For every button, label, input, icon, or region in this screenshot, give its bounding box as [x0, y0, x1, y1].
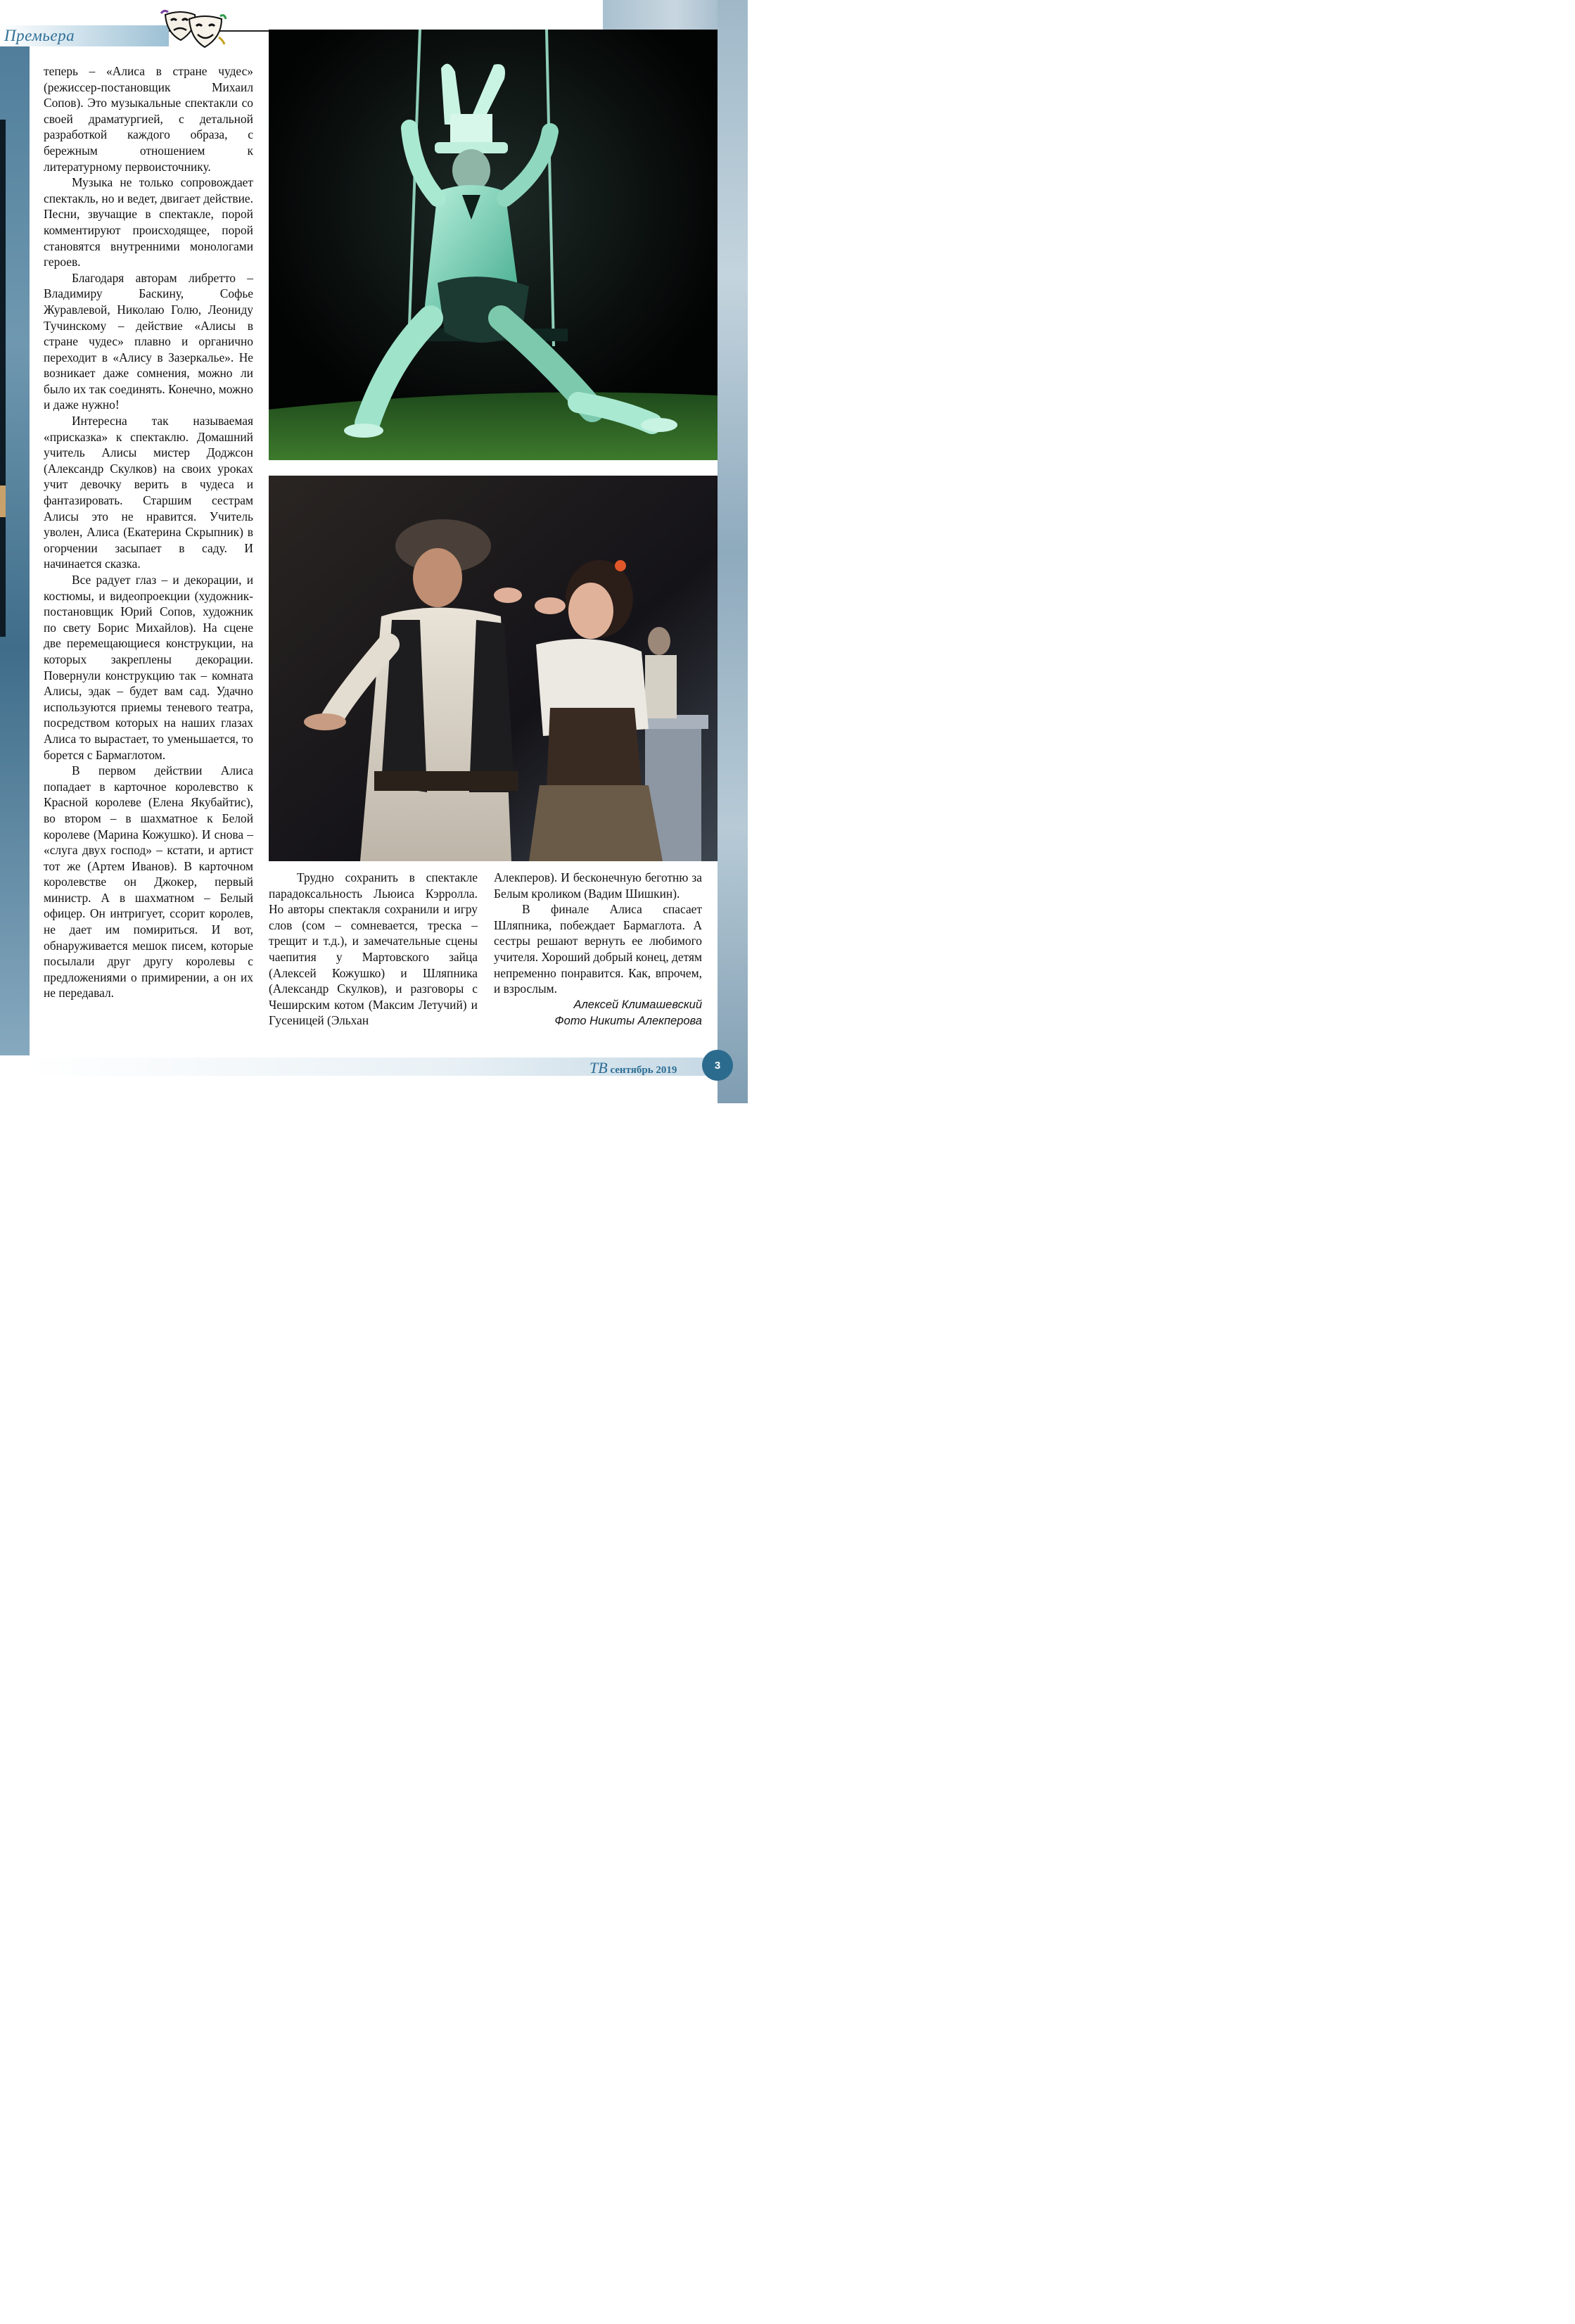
paragraph: Музыка не только сопровождает спектакль, но и ведет, двигает действие. Песни, звучащие в спектакле, порой комментируют происходящее, порой становятся внутренними монологами героев.: [44, 175, 253, 269]
paragraph: Алекперов). И бесконечную беготню за Белым кроликом (Вадим Шишкин).: [494, 870, 702, 901]
photo-white-rabbit: [269, 30, 718, 460]
magazine-logo: ТВ: [589, 1059, 608, 1077]
section-rubric: Премьера: [4, 27, 75, 44]
right-decorative-strip: [718, 0, 748, 1103]
photo-credit: Фото Никиты Алекперова: [554, 1014, 702, 1027]
paragraph: Трудно сохранить в спектакле парадоксальность Льюиса Кэрролла. Но авторы спектакля сохранили и игру слов (сом – сомневается, треска – трещит и т.д.), и замечательные сцены чаепития у Мартовского зайца (Алексей Кожушко) и Шляпника (Александр Скулков), и разговоры с Чеширским котом (Максим Летучий) и Гусеницей (Эльхан: [269, 870, 478, 1028]
left-photo-detail: [0, 485, 6, 517]
article-column-3: [494, 870, 702, 1029]
paragraph: В первом действии Алиса попадает в карточное королевство к Красной королеве (Елена Якубайтис), во втором – в шахматное к Белой королеве (Марина Кожушко). И снова – «слуга двух господ» – кстати, и артист тот же (Артем Иванов). В карточном королевстве он Джокер, первый министр. А в шахматном – Белый офицер. Он интригует, ссорит королев, не дает им помириться. И вот, обнаруживается мешок писем, которые посылали друг другу королевы с предложениями о примирении, а он их не передавал.: [44, 763, 253, 1001]
article-column-1: [44, 63, 253, 1001]
paragraph: Все радует глаз – и декорации, и костюмы, и видеопроекции (художник-постановщик Юрий Сопов, художник по свету Борис Михайлов). На сцене две перемещающиеся конструкции, на которых закреплены декорации. Повернули конструкцию так – комната Алисы, эдак – будет вам сад. Удачно используются приемы теневого театра, посредством которых на наших глазах Алиса то вырастает, то уменьшается, то борется с Бармаглотом.: [44, 573, 253, 762]
paragraph: В финале Алиса спасает Шляпника, побеждает Бармаглота. А сестры решают вернуть ее любимого учителя. Хороший добрый конец, детям непременно понравится. Как, впрочем, и взрослым.: [494, 902, 702, 996]
article-column-2: [269, 870, 478, 1029]
photo-hatter-and-alice: [269, 476, 718, 861]
theatre-masks-icon: [160, 9, 227, 50]
paragraph: теперь – «Алиса в стране чудес» (режиссер-постановщик Михаил Сопов). Это музыкальные спектакли со своей драматургией, с детальной разработкой каждого образа, с бережным отношением к литературному первоисточнику.: [44, 64, 253, 174]
issue-date: сентябрь 2019: [610, 1065, 677, 1076]
paragraph: Благодаря авторам либретто – Владимиру Баскину, Софье Журавлевой, Николаю Голю, Леониду Тучинскому – действие «Алисы в стране чудес» плавно и органично переходит в «Алису в Зазеркалье». Не возникает даже сомнения, можно ли было их так соединять. Конечно, можно и даже нужно!: [44, 270, 253, 412]
footer-issue-line: [589, 1059, 677, 1077]
page-number: 3: [702, 1050, 733, 1081]
paragraph: Интересна так называемая «присказка» к спектаклю. Домашний учитель Алисы мистер Доджсон (Александр Скулков) на своих уроках учит девочку верить в чудеса и фантазировать. Старшим сестрам Алисы это не нравится. Учитель уволен, Алиса (Екатерина Скрыпник) в огорчении засыпает в саду. И начинается сказка.: [44, 414, 253, 571]
author-signature: Алексей Климашевский: [573, 998, 702, 1011]
left-photo-edge: [0, 120, 6, 637]
